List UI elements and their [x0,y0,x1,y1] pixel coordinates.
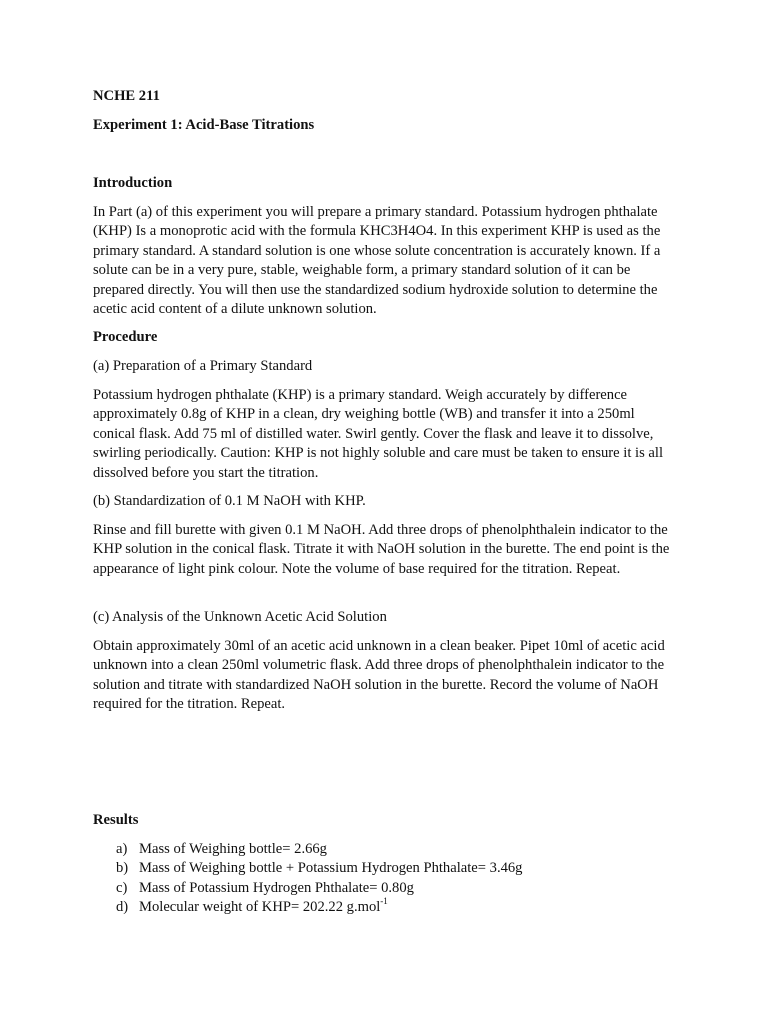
unit-exponent: -1 [380,896,388,907]
result-text: Mass of Weighing bottle= 2.66g [139,841,327,857]
section-c-title: (c) Analysis of the Unknown Acetic Acid Solution [93,609,387,625]
section-b-text: Rinse and fill burette with given 0.1 M NaOH. Add three drops of phenolphthalein indicator to the KHP solution in the conical flask. Titrate it with NaOH solution in the burette. The end point is the appearance of light pink colour. Note the volume of base required for the titration. Repeat. [93,522,670,577]
section-b-title: (b) Standardization of 0.1 M NaOH with KHP. [93,493,366,509]
result-text: Molecular weight of KHP= 202.22 g.mol [139,899,381,916]
list-item [93,859,676,878]
section-a-title: (a) Preparation of a Primary Standard [93,358,313,374]
list-marker: d) [116,899,129,916]
course-code: NCHE 211 [93,88,160,104]
list-item [93,840,676,859]
procedure-heading: Procedure [93,329,158,345]
results-heading: Results [93,812,139,828]
section-a-text: Potassium hydrogen phthalate (KHP) is a primary standard. Weigh accurately by difference approximately 0.8g of KHP in a clean, dry weighing bottle (WB) and transfer it into a 250ml conical flask. Add 75 ml of distilled water. Swirl gently. Cover the flask and leave it to dissolve, swirling periodically. Caution: KHP is not highly soluble and care must be taken to ensure it is all dissolved before you start the titration. [93,387,664,481]
result-text: Mass of Weighing bottle + Potassium Hydrogen Phthalate= 3.46g [139,860,523,877]
list-marker: b) [116,860,129,877]
list-marker: a) [116,841,128,857]
list-marker: c) [116,879,128,896]
results-list [93,840,676,918]
experiment-title: Experiment 1: Acid-Base Titrations [93,117,315,133]
list-item [93,898,676,917]
section-c-text: Obtain approximately 30ml of an acetic acid unknown in a clean beaker. Pipet 10ml of acetic acid unknown into a clean 250ml volumetric flask. Add three drops of phenolphthalein indicator to the solution and titrate with standardized NaOH solution in the burette. Record the volume of NaOH required for the titration. Repeat. [93,638,665,713]
result-text: Mass of Potassium Hydrogen Phthalate= 0.80g [139,879,414,896]
introduction-text: In Part (a) of this experiment you will prepare a primary standard. Potassium hydrogen phthalate (KHP) Is a monoprotic acid with the formula KHC3H4O4. In this experiment KHP is used as the primary standard. A standard solution is one whose solute concentration is accurately known. If a solute can be in a very pure, stable, weighable form, a primary standard solution of it can be prepared directly. You will then use the standardized sodium hydroxide solution to determine the acetic acid content of a dilute unknown solution. [93,204,661,318]
introduction-heading: Introduction [93,175,173,191]
